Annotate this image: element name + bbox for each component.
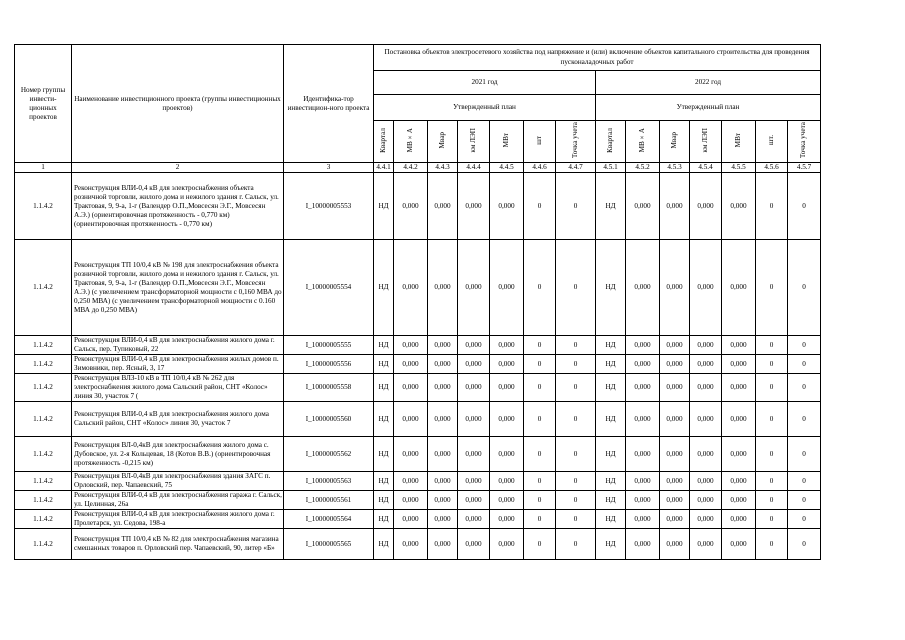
column-number: 4.4.3 [428,163,458,173]
value-cell: 0 [756,529,788,560]
value-cell: 0,000 [626,491,660,510]
header-plan-2022: Утвержденный план [596,95,821,121]
column-number: 4.4.7 [556,163,596,173]
value-cell: 0 [556,491,596,510]
value-cell: 0,000 [626,173,660,240]
header-subcol [394,121,428,163]
value-cell: 0,000 [394,240,428,336]
value-cell: 0 [756,374,788,402]
value-cell: 0 [556,355,596,374]
value-cell: НД [596,336,626,355]
value-cell: 0,000 [490,240,524,336]
value-cell: 0 [524,336,556,355]
value-cell: НД [374,437,394,472]
value-cell: 0,000 [428,336,458,355]
value-cell: 0 [756,240,788,336]
value-cell: 0 [556,529,596,560]
value-cell: 0,000 [690,491,722,510]
value-cell: 0,000 [660,437,690,472]
value-cell: 0,000 [428,437,458,472]
column-number: 4.5.2 [626,163,660,173]
value-cell: 0,000 [690,240,722,336]
value-cell: 0,000 [626,402,660,437]
header-subcol-label: МВ×А [637,128,646,153]
header-subcol [428,121,458,163]
value-cell: 0,000 [626,374,660,402]
project-name-cell: Реконструкция ВЛИ-0,4 кВ для электроснабжения жилого дома г. Сальск, пер. Тупиковый, 22 [72,336,284,355]
value-cell: 0,000 [428,472,458,491]
header-subcol-label: Точка учета [570,122,579,159]
value-cell: 0,000 [394,472,428,491]
table-row [15,510,821,529]
identifier-cell: I_10000005558 [284,374,374,402]
value-cell: 0 [556,472,596,491]
header-main-title: Постановка объектов электросетевого хозяйства под напряжение и (или) включение объектов капитального строительства для проведения пусконаладочных работ [374,45,821,71]
project-name-cell: Реконструкция ВЛЗ-10 кВ в ТП 10/0,4 кВ № 262 для электроснабжения жилого дома Сальский район, СНТ «Колос» линия 30, участок 7 ( [72,374,284,402]
group-number-cell: 1.1.4.2 [15,240,72,336]
header-subcol-label: МВт [501,133,510,148]
value-cell: 0 [556,510,596,529]
identifier-cell: I_10000005556 [284,355,374,374]
table-row [15,472,821,491]
value-cell: 0,000 [490,472,524,491]
header-subcol-label: МВ×А [405,128,414,153]
value-cell: 0,000 [722,402,756,437]
value-cell: 0,000 [690,173,722,240]
column-number: 4.5.4 [690,163,722,173]
value-cell: 0 [756,173,788,240]
value-cell: 0 [524,355,556,374]
header-subcol [788,121,821,163]
value-cell: 0,000 [690,529,722,560]
value-cell: НД [374,355,394,374]
value-cell: 0,000 [722,491,756,510]
identifier-cell: I_10000005561 [284,491,374,510]
group-number-cell: 1.1.4.2 [15,437,72,472]
header-year-2021: 2021 год [374,71,596,95]
header-year-2022: 2022 год [596,71,821,95]
group-number-cell: 1.1.4.2 [15,173,72,240]
header-plan-2021: Утвержденный план [374,95,596,121]
value-cell: 0,000 [660,472,690,491]
column-number: 4.4.5 [490,163,524,173]
value-cell: 0,000 [428,402,458,437]
header-subcol-label: Точка учета [799,122,808,159]
header-subcol [556,121,596,163]
value-cell: 0,000 [722,336,756,355]
header-subcol [722,121,756,163]
header-subcol [756,121,788,163]
column-number: 4.4.1 [374,163,394,173]
value-cell: НД [596,437,626,472]
value-cell: 0 [756,336,788,355]
identifier-cell: I_10000005560 [284,402,374,437]
header-subcol-label: Мвар [437,132,446,149]
value-cell: 0,000 [626,240,660,336]
value-cell: 0,000 [490,402,524,437]
header-subcol [596,121,626,163]
header-group-number: Номер группы инвести-ционных проектов [15,45,72,163]
value-cell: 0,000 [490,437,524,472]
value-cell: 0 [556,374,596,402]
value-cell: 0,000 [690,374,722,402]
header-identifier: Идентифика-тор инвестицион-ного проекта [284,45,374,163]
value-cell: 0,000 [690,355,722,374]
table-row [15,437,821,472]
column-number: 4.4.4 [458,163,490,173]
value-cell: 0,000 [394,173,428,240]
header-subcol-label: шт [534,136,543,145]
table-row [15,402,821,437]
value-cell: 0,000 [458,402,490,437]
value-cell: 0,000 [458,529,490,560]
project-name-cell: Реконструкция ВЛ-0,4кВ для электроснабжения жилого дома с. Дубовское, ул. 2-я Кольцевая, 18 (Котов В.В.) (ориентировочная протяженность -0,215 км) [72,437,284,472]
project-name-cell: Реконструкция ТП 10/0,4 кВ № 82 для электроснабжения магазина смешанных товаров п. Орловский пер. Чапаевский, 90, литер «Б» [72,529,284,560]
group-number-cell: 1.1.4.2 [15,402,72,437]
value-cell: 0 [788,472,821,491]
value-cell: 0,000 [722,472,756,491]
column-number: 1 [15,163,72,173]
value-cell: 0 [788,510,821,529]
value-cell: 0,000 [394,510,428,529]
value-cell: 0,000 [660,529,690,560]
table-row [15,355,821,374]
header-subcol [660,121,690,163]
value-cell: 0,000 [722,355,756,374]
value-cell: 0 [788,336,821,355]
column-number: 4.5.7 [788,163,821,173]
value-cell: НД [596,402,626,437]
value-cell: 0,000 [660,402,690,437]
group-number-cell: 1.1.4.2 [15,529,72,560]
value-cell: 0,000 [458,173,490,240]
value-cell: 0,000 [458,437,490,472]
investment-table [14,44,821,560]
identifier-cell: I_10000005565 [284,529,374,560]
value-cell: 0 [524,402,556,437]
header-subcol [626,121,660,163]
value-cell: 0,000 [428,510,458,529]
value-cell: 0 [788,374,821,402]
value-cell: НД [596,472,626,491]
value-cell: 0,000 [626,510,660,529]
column-number: 4.5.3 [660,163,690,173]
header-subcol-label: Квартал [605,128,614,153]
value-cell: 0,000 [490,510,524,529]
project-name-cell: Реконструкция ВЛ-0,4кВ для электроснабжения здания ЗАГС п. Орловский, пер. Чапаевский, 75 [72,472,284,491]
value-cell: 0 [556,173,596,240]
value-cell: 0,000 [490,529,524,560]
value-cell: 0 [524,374,556,402]
column-number: 4.4.2 [394,163,428,173]
value-cell: НД [374,240,394,336]
value-cell: 0,000 [722,510,756,529]
value-cell: 0 [556,437,596,472]
value-cell: 0,000 [394,374,428,402]
value-cell: 0 [788,402,821,437]
identifier-cell: I_10000005553 [284,173,374,240]
value-cell: 0,000 [458,472,490,491]
value-cell: 0,000 [428,529,458,560]
value-cell: 0,000 [626,355,660,374]
value-cell: 0 [524,173,556,240]
project-name-cell: Реконструкция ТП 10/0,4 кВ № 198 для электроснабжения объекта розничной торговли, жилого дома и нежилого здания г. Сальск, ул. Трактовая, 9, 9-а, 1-г (Валендер О.П.,Мовсесян Э.Г., Мовсесян А.Э.) (с увеличением трансформаторной мощности с 0,160 МВА до 0,250 МВА) (с увеличением трансформаторной мощности с 0.160 МВА до 0,250 МВА) [72,240,284,336]
value-cell: 0 [756,491,788,510]
project-name-cell: Реконструкция ВЛИ-0,4 кВ для электроснабжения жилых домов п. Зимовники, пер. Ясный, 3, 17 [72,355,284,374]
table-row [15,529,821,560]
value-cell: НД [374,374,394,402]
value-cell: 0 [788,240,821,336]
value-cell: 0,000 [490,173,524,240]
value-cell: НД [374,173,394,240]
column-number: 4.4.6 [524,163,556,173]
column-number: 3 [284,163,374,173]
value-cell: 0,000 [626,437,660,472]
value-cell: 0,000 [458,491,490,510]
identifier-cell: I_10000005564 [284,510,374,529]
value-cell: 0,000 [626,529,660,560]
identifier-cell: I_10000005554 [284,240,374,336]
header-subcol [524,121,556,163]
header-subcol-label: Квартал [378,128,387,153]
value-cell: НД [374,336,394,355]
value-cell: 0 [756,510,788,529]
value-cell: НД [374,402,394,437]
project-name-cell: Реконструкция ВЛИ-0,4 кВ для электроснабжения гаража г. Сальск, ул. Целинная, 26а [72,491,284,510]
value-cell: НД [596,355,626,374]
value-cell: 0,000 [626,336,660,355]
header-subcol-label: км ЛЭП [700,128,709,153]
value-cell: 0,000 [490,336,524,355]
value-cell: 0 [756,402,788,437]
value-cell: 0,000 [690,510,722,529]
value-cell: НД [596,529,626,560]
value-cell: 0 [556,240,596,336]
group-number-cell: 1.1.4.2 [15,491,72,510]
value-cell: 0,000 [490,491,524,510]
value-cell: 0 [756,472,788,491]
header-subcol [690,121,722,163]
value-cell: НД [374,491,394,510]
value-cell: 0,000 [690,472,722,491]
value-cell: 0,000 [660,240,690,336]
value-cell: НД [596,491,626,510]
value-cell: 0,000 [722,437,756,472]
value-cell: 0,000 [394,336,428,355]
value-cell: 0,000 [458,336,490,355]
value-cell: 0,000 [428,355,458,374]
header-subcol [374,121,394,163]
value-cell: 0 [788,491,821,510]
value-cell: НД [596,240,626,336]
value-cell: 0,000 [690,437,722,472]
value-cell: 0 [756,437,788,472]
value-cell: 0 [788,437,821,472]
group-number-cell: 1.1.4.2 [15,472,72,491]
value-cell: НД [596,374,626,402]
table-row [15,173,821,240]
value-cell: НД [374,472,394,491]
value-cell: 0,000 [394,355,428,374]
value-cell: 0,000 [458,510,490,529]
value-cell: 0,000 [458,374,490,402]
value-cell: 0,000 [490,355,524,374]
value-cell: 0 [524,240,556,336]
value-cell: НД [596,173,626,240]
column-number: 2 [72,163,284,173]
value-cell: 0 [524,472,556,491]
group-number-cell: 1.1.4.2 [15,355,72,374]
value-cell: 0,000 [428,240,458,336]
column-number: 4.5.6 [756,163,788,173]
header-subcol [490,121,524,163]
value-cell: 0,000 [660,173,690,240]
project-name-cell: Реконструкция ВЛИ-0,4 кВ для электроснабжения жилого дома Сальский район, СНТ «Колос» линия 30, участок 7 [72,402,284,437]
value-cell: 0,000 [660,336,690,355]
project-name-cell: Реконструкция ВЛИ-0,4 кВ для электроснабжения объекта розничной торговли, жилого дома и нежилого здания г. Сальск, ул. Трактовая, 9, 9-а, 1-г (Валендер О.П.,Мовсесян Э.Г., Мовсесян А.Э.) (ориентировочная протяженность - 0,770 км) (ориентировочная протяженность - 0,770 км) [72,173,284,240]
value-cell: 0,000 [394,491,428,510]
table-row [15,240,821,336]
group-number-cell: 1.1.4.2 [15,336,72,355]
value-cell: 0 [756,355,788,374]
value-cell: 0 [524,510,556,529]
value-cell: 0,000 [394,402,428,437]
value-cell: НД [374,510,394,529]
value-cell: 0,000 [722,529,756,560]
value-cell: 0 [556,402,596,437]
value-cell: 0,000 [660,374,690,402]
project-name-cell: Реконструкция ВЛИ-0,4 кВ для электроснабжения жилого дома г. Пролетарск, ул. Седова, 198-а [72,510,284,529]
value-cell: 0,000 [722,374,756,402]
value-cell: 0 [788,355,821,374]
header-subcol-label: км ЛЭП [468,128,477,153]
value-cell: 0,000 [690,336,722,355]
header-subcol [458,121,490,163]
value-cell: 0 [788,529,821,560]
header-subcol-label: шт. [766,135,775,146]
value-cell: 0,000 [428,491,458,510]
value-cell: 0,000 [394,437,428,472]
group-number-cell: 1.1.4.2 [15,374,72,402]
value-cell: 0,000 [722,173,756,240]
value-cell: 0,000 [722,240,756,336]
group-number-cell: 1.1.4.2 [15,510,72,529]
identifier-cell: I_10000005562 [284,437,374,472]
value-cell: 0,000 [394,529,428,560]
column-number: 4.5.5 [722,163,756,173]
value-cell: 0 [788,173,821,240]
value-cell: 0 [524,529,556,560]
value-cell: 0 [524,491,556,510]
identifier-cell: I_10000005563 [284,472,374,491]
header-subcol-label: Мвар [669,132,678,149]
value-cell: НД [596,510,626,529]
column-number: 4.5.1 [596,163,626,173]
value-cell: 0,000 [660,510,690,529]
value-cell: 0,000 [690,402,722,437]
value-cell: 0,000 [428,374,458,402]
value-cell: 0,000 [428,173,458,240]
table-row [15,336,821,355]
value-cell: 0,000 [626,472,660,491]
header-subcol-label: МВт [733,133,742,148]
header-project-name: Наименование инвестиционного проекта (группы инвестиционных проектов) [72,45,284,163]
table-row [15,491,821,510]
identifier-cell: I_10000005555 [284,336,374,355]
value-cell: 0,000 [458,355,490,374]
value-cell: 0,000 [660,355,690,374]
value-cell: 0,000 [490,374,524,402]
value-cell: 0 [524,437,556,472]
value-cell: 0,000 [458,240,490,336]
value-cell: 0 [556,336,596,355]
value-cell: 0,000 [660,491,690,510]
table-row [15,374,821,402]
value-cell: НД [374,529,394,560]
